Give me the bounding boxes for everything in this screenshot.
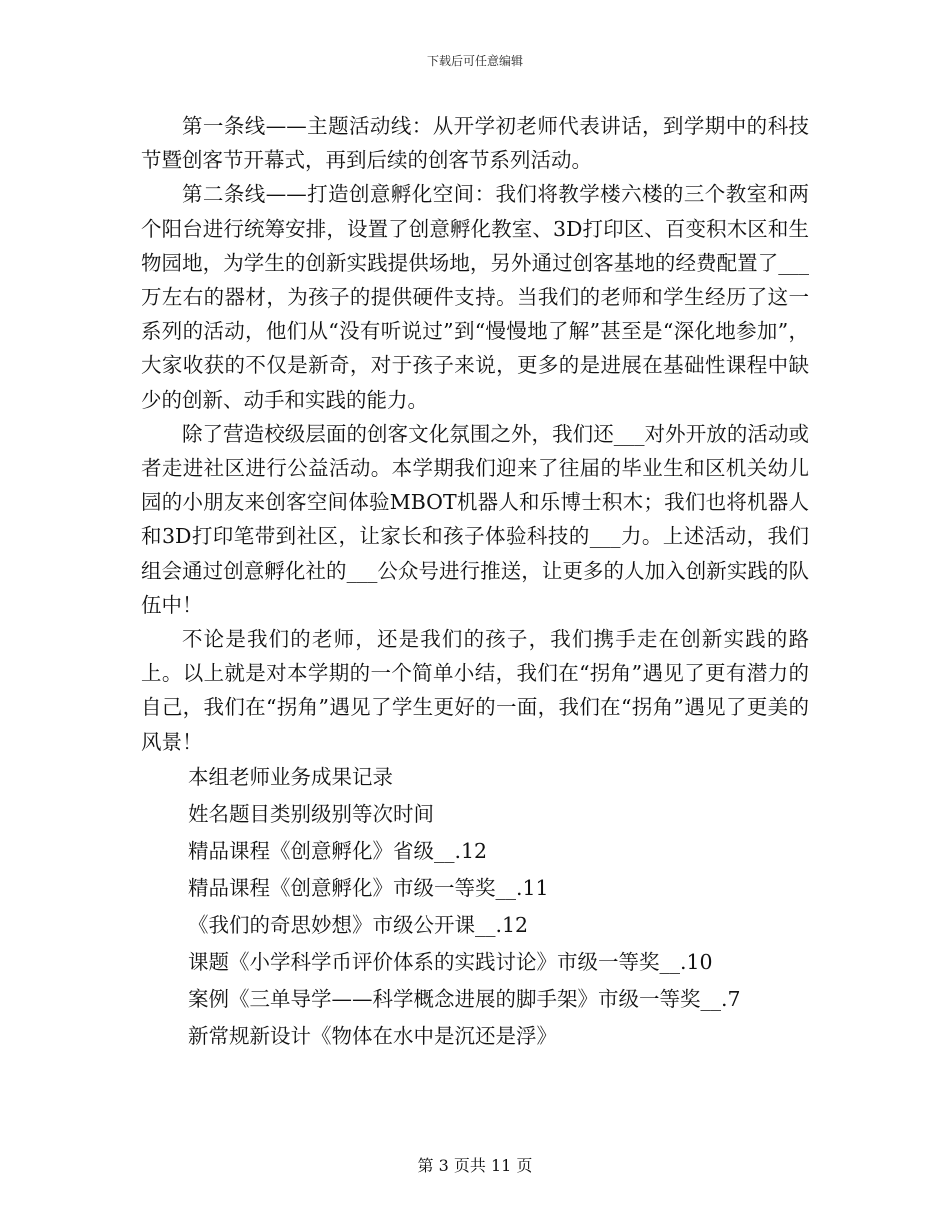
paragraph-summary: 不论是我们的老师，还是我们的孩子，我们携手走在创新实践的路上。以上就是对本学期的一个简单小结，我们在“拐角”遇见了更有潜力的自己，我们在“拐角”遇见了学生更好的一面，我们在“拐角”遇见了更美的风景！	[141, 627, 809, 754]
records-header-row: 姓名题目类别级别等次时间	[188, 801, 434, 826]
record-item: 精品课程《创意孵化》市级一等奖__.11	[188, 875, 549, 900]
record-item: 精品课程《创意孵化》省级__.12	[188, 838, 488, 863]
record-item: 新常规新设计《物体在水中是沉还是浮》	[188, 1023, 557, 1048]
document-body	[141, 109, 809, 1055]
page-number: 第 3 页共 11 页	[417, 1156, 533, 1175]
record-item: 课题《小学科学币评价体系的实践讨论》市级一等奖__.10	[188, 949, 713, 974]
paragraph-theme-activity: 第一条线——主题活动线：从开学初老师代表讲话，到学期中的科技节暨创客节开幕式，再到后续的创客节系列活动。	[141, 114, 809, 173]
page-header: 下载后可任意编辑	[426, 54, 523, 68]
paragraph-incubation-space: 第二条线——打造创意孵化空间：我们将教学楼六楼的三个教室和两个阳台进行统筹安排，设置了创意孵化教室、3D打印区、百变积木区和生物园地，为学生的创新实践提供场地，另外通过创客基地的经费配置了___万左右的器材，为孩子的提供硬件支持。当我们的老师和学生经历了这一系列的活动，他们从“没有听说过”到“慢慢地了解”甚至是“深化地参加”，大家收获的不仅是新奇，对于孩子来说，更多的是进展在基础性课程中缺少的创新、动手和实践的能力。	[141, 182, 809, 412]
paragraph-community-activity: 除了营造校级层面的创客文化氛围之外，我们还___对外开放的活动或者走进社区进行公益活动。本学期我们迎来了往届的毕业生和区机关幼儿园的小朋友来创客空间体验MBOT机器人和乐博士积木；我们也将机器人和3D打印笔带到社区，让家长和孩子体验科技的___力。上述活动，我们组会通过创意孵化社的___公众号进行推送，让更多的人加入创新实践的队伍中！	[141, 421, 809, 617]
record-item: 《我们的奇思妙想》市级公开课__.12	[188, 912, 529, 937]
records-title: 本组老师业务成果记录	[188, 764, 393, 789]
record-item: 案例《三单导学——科学概念进展的脚手架》市级一等奖__.7	[188, 986, 741, 1011]
